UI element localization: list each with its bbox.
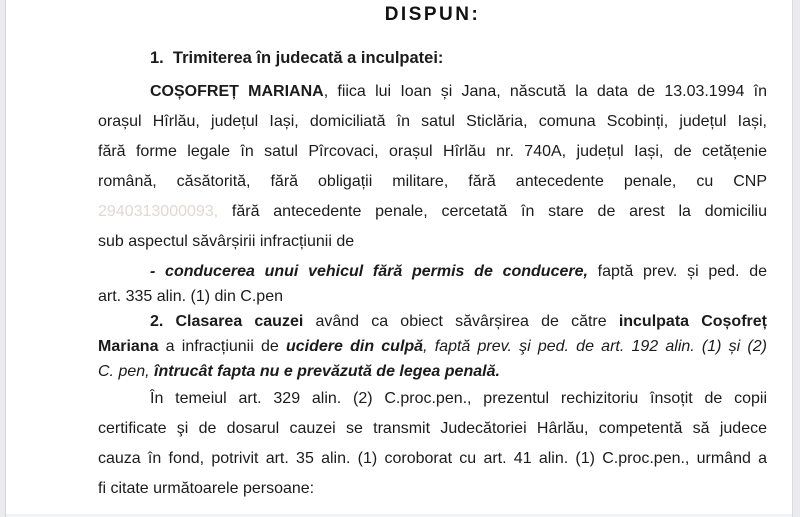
text-segment: a infracțiunii de — [158, 338, 286, 355]
closing-paragraph — [98, 384, 767, 504]
document-page — [6, 0, 792, 514]
cnp-redacted-value: 2940313000093, — [98, 203, 219, 220]
text-segment: faptă prev. și ped. de — [587, 263, 767, 280]
text-segment: fără antecedente penale, cercetată în stare de arest la domiciliu — [218, 203, 767, 220]
text-line: fi citate următoarele persoane: — [98, 480, 315, 497]
text-line — [98, 197, 767, 227]
defendant-name-ref: inculpata Coșofreț — [618, 313, 767, 330]
text-line: În temeiul art. 329 alin. (2) C.proc.pen., prezentul rechizitoriu însoțit de copii — [150, 390, 767, 407]
defendant-name: COȘOFREȚ MARIANA — [150, 83, 324, 100]
text-line — [98, 309, 767, 334]
page-edge-right — [792, 0, 800, 517]
section-2-paragraph — [98, 309, 767, 384]
text-segment: C. pen, — [98, 363, 155, 380]
text-line — [98, 77, 767, 107]
text-segment: , fiica lui Ioan și Jana, născută la data de 13.03.1994 în — [323, 83, 767, 100]
text-line — [98, 259, 767, 284]
text-line: sub aspectul săvârșirii infracțiunii de — [98, 233, 355, 250]
text-segment: , faptă prev. şi ped. de art. 192 alin. (1) și (2) — [423, 338, 767, 355]
closure-reason: întrucât fapta nu e prevăzută de legea penală. — [154, 363, 500, 380]
page-title: DISPUN: — [384, 4, 481, 25]
section-1-heading: 1. Trimiterea în judecată a inculpatei: — [150, 49, 444, 67]
charge-offense-text: - conducerea unui vehicul fără permis de conducere, — [150, 263, 588, 280]
defendant-name-ref: Mariana — [98, 338, 159, 355]
text-segment: având ca obiect săvârșirea de către — [303, 313, 619, 330]
text-line: fără forme legale în satul Pîrcovaci, orașul Hîrlău nr. 740A, județul Iași, de cetățenie — [98, 143, 767, 160]
text-line: română, căsătorită, fără obligații militare, fără antecedente penale, cu CNP — [98, 173, 767, 190]
text-line — [98, 359, 767, 384]
charge-paragraph — [98, 259, 767, 309]
section-2-heading: 2. Clasarea cauzei — [150, 313, 304, 330]
defendant-paragraph — [98, 77, 767, 257]
offense-name: ucidere din culpă — [285, 338, 424, 355]
text-line: certificate şi de dosarul cauzei se transmit Judecătoriei Hârlău, competentă să judece — [98, 420, 767, 437]
text-line: orașul Hîrlău, județul Iași, domiciliată în satul Sticlăria, comuna Scobinți, județul Iași, — [98, 113, 767, 130]
text-line: art. 335 alin. (1) din C.pen — [98, 288, 283, 305]
text-line — [98, 334, 767, 359]
text-line: cauza în fond, potrivit art. 35 alin. (1) coroborat cu art. 41 alin. (1) C.proc.pen., urmând a — [98, 450, 767, 467]
